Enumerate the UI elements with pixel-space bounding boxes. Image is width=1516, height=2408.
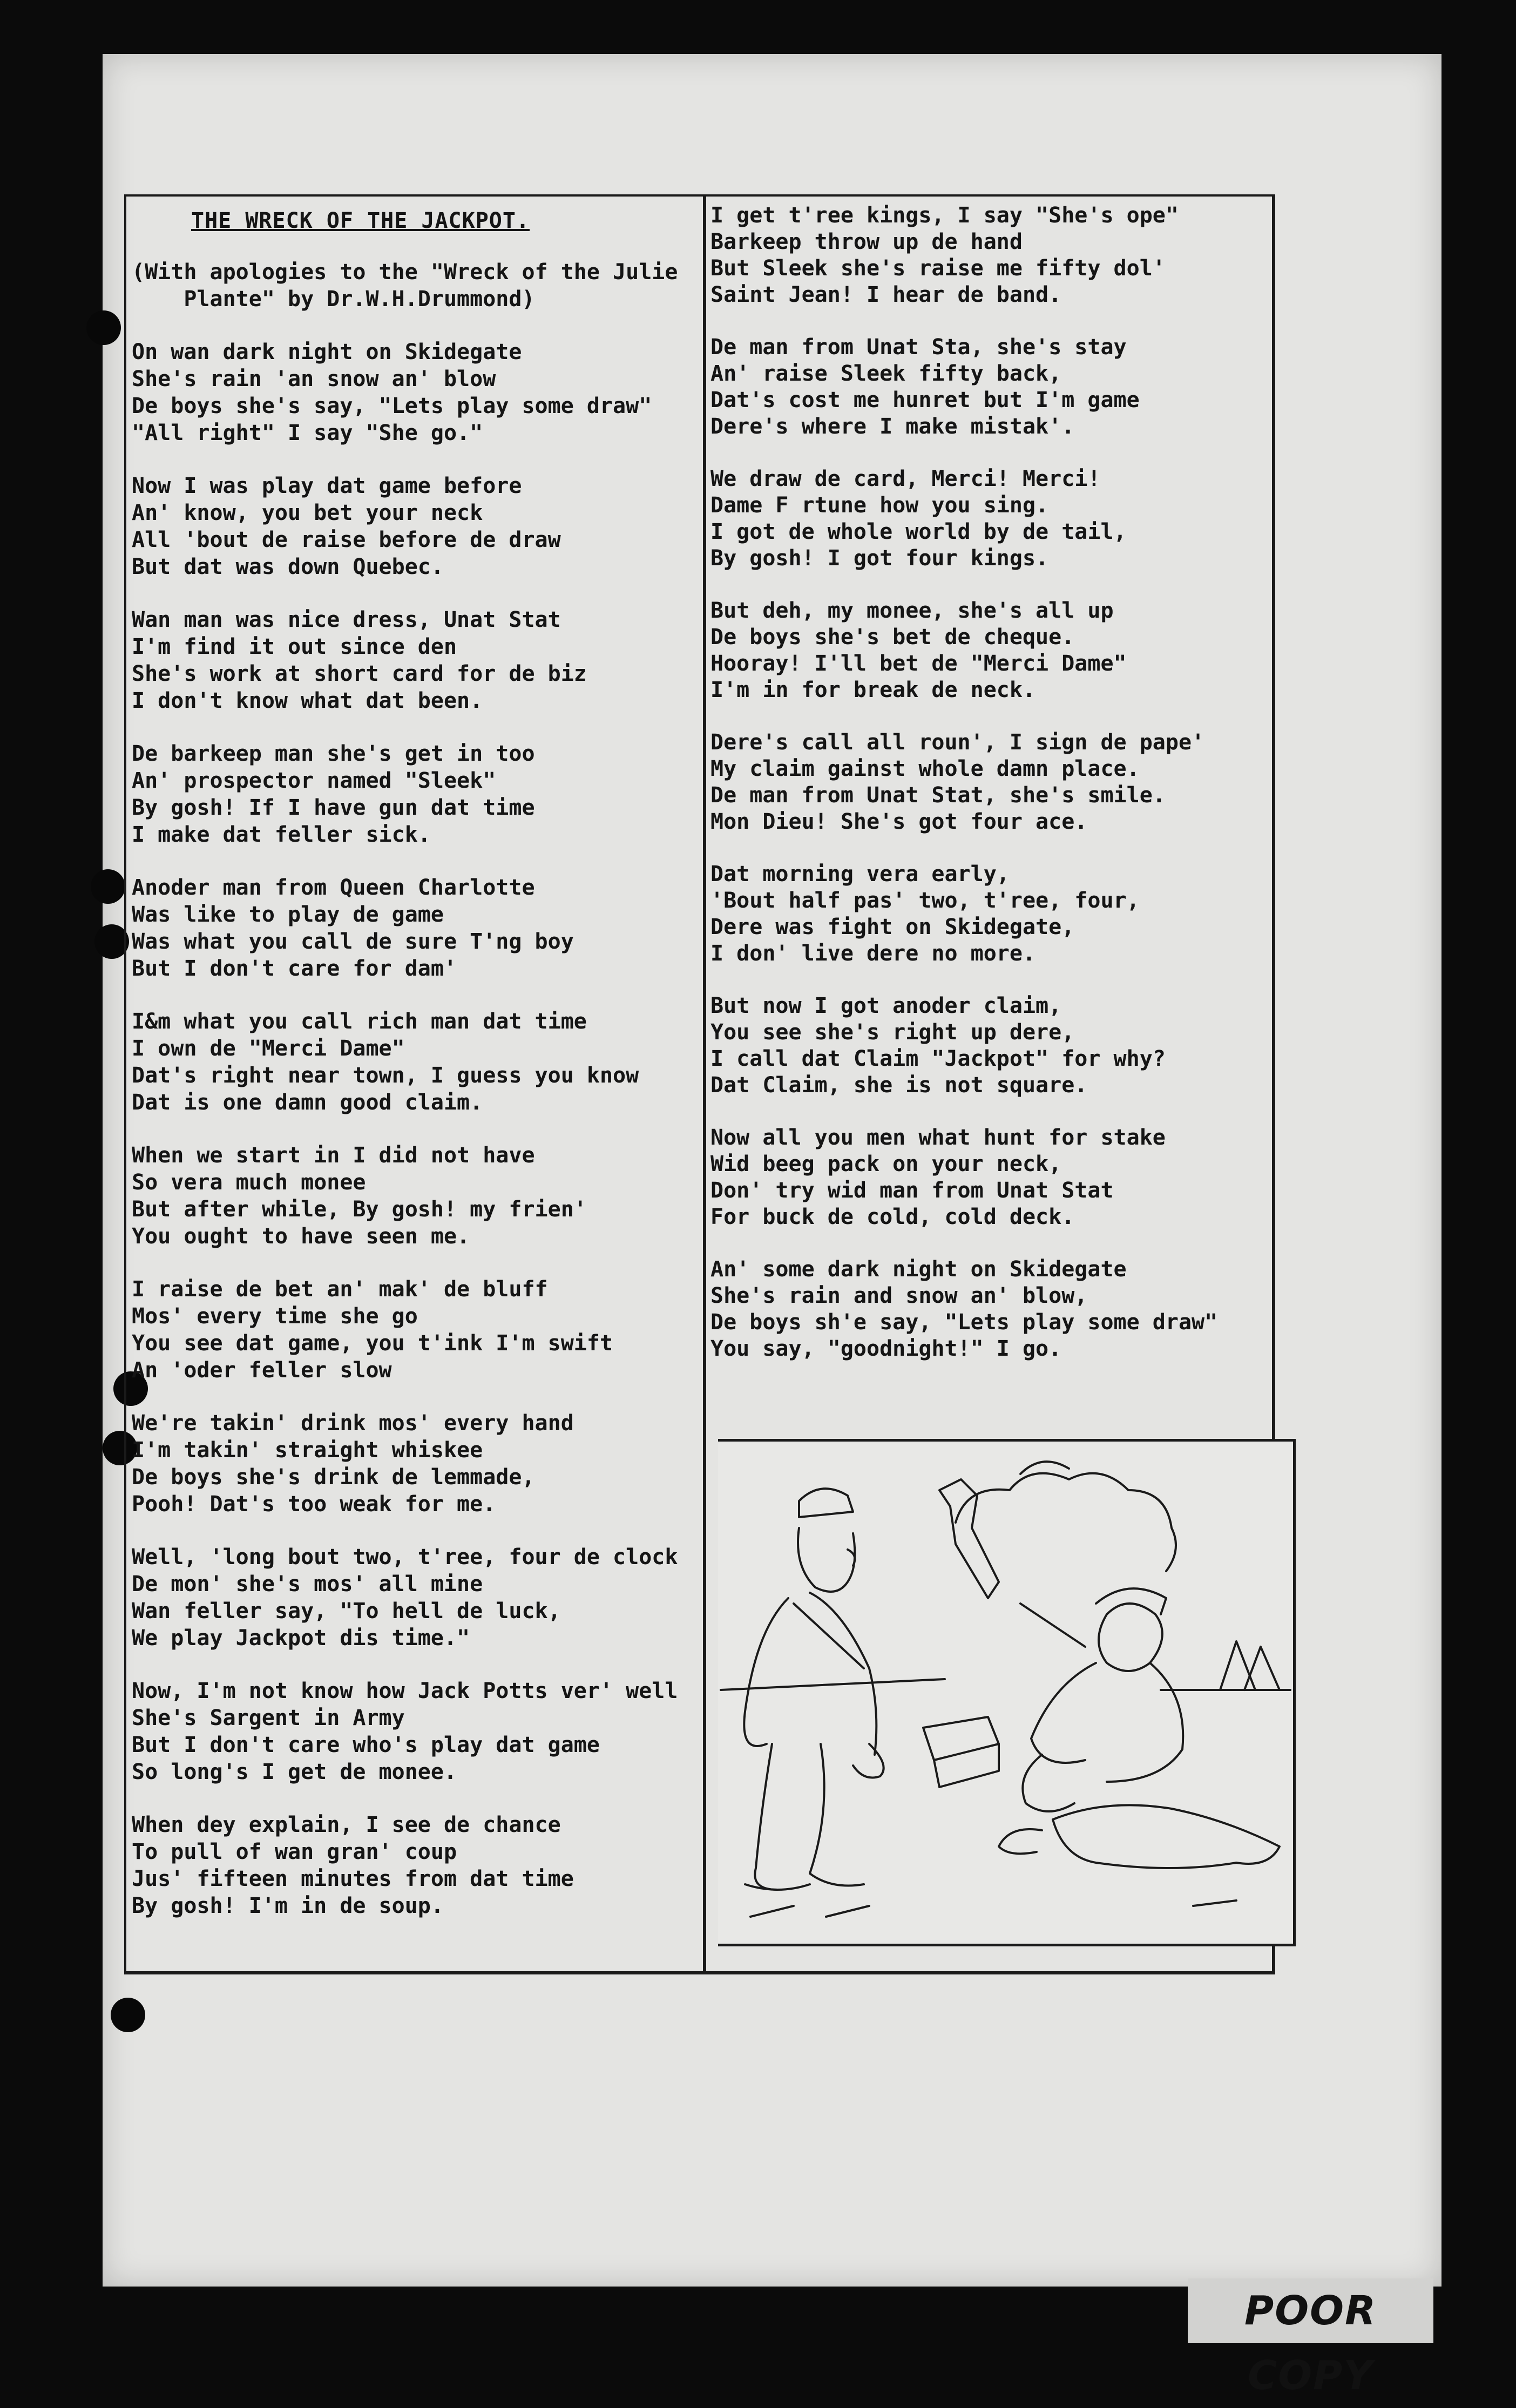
cartoon-drawing [718, 1442, 1293, 1944]
poem-line: All 'bout de raise before de draw [132, 527, 561, 552]
poem-line: You ought to have seen me. [132, 1224, 470, 1249]
poem-line: She's Sargent in Army [132, 1706, 405, 1730]
poem-line: Now, I'm not know how Jack Potts ver' well [132, 1679, 678, 1703]
poem-line: But dat was down Quebec. [132, 554, 444, 579]
poem-line: Now I was play dat game before [132, 474, 522, 498]
poem-line: Dame F rtune how you sing. [710, 493, 1049, 518]
binder-hole [91, 869, 125, 904]
poem-line: When we start in I did not have [132, 1143, 535, 1168]
poem-line: Dat's cost me hunret but I'm game [710, 388, 1140, 412]
poem-line: But now I got anoder claim, [710, 993, 1062, 1018]
poem-line: For buck de cold, cold deck. [710, 1205, 1075, 1229]
poem-line: De boys she's say, "Lets play some draw" [132, 394, 652, 418]
poem-line: I'm takin' straight whiskee [132, 1438, 483, 1463]
poem-line: We draw de card, Merci! Merci! [710, 466, 1101, 491]
poem-line: An' raise Sleek fifty back, [710, 361, 1062, 386]
poem-line: We're takin' drink mos' every hand [132, 1411, 574, 1436]
poem-line: I'm in for break de neck. [710, 678, 1036, 702]
poem-line: Barkeep throw up de hand [710, 229, 1023, 254]
poem-line: I make dat feller sick. [132, 822, 431, 847]
poem-line: She's rain and snow an' blow, [710, 1283, 1088, 1308]
poem-line: De boys she's bet de cheque. [710, 625, 1075, 650]
poem-line: So vera much monee [132, 1170, 366, 1195]
poem-line: When dey explain, I see de chance [132, 1812, 561, 1837]
left-column [132, 197, 703, 1918]
poem-line: But I don't care who's play dat game [132, 1733, 600, 1757]
poem-line: But Sleek she's raise me fifty dol' [710, 256, 1166, 281]
poor-copy-stamp: POOR COPY [1188, 2278, 1433, 2343]
poem-line: (With apologies to the "Wreck of the Julie [132, 260, 678, 285]
poem-line: But I don't care for dam' [132, 956, 457, 981]
poem-line: Wan feller say, "To hell de luck, [132, 1599, 561, 1624]
poem-line: Dere was fight on Skidegate, [710, 915, 1075, 939]
poem-line: 'Bout half pas' two, t'ree, four, [710, 888, 1140, 913]
binder-hole [111, 1998, 145, 2032]
poem-line: Hooray! I'll bet de "Merci Dame" [710, 651, 1127, 676]
poem-line: So long's I get de monee. [132, 1760, 457, 1784]
poem-line: An' know, you bet your neck [132, 500, 483, 525]
poem-line: Was what you call de sure T'ng boy [132, 929, 574, 954]
poem-line: De man from Unat Sta, she's stay [710, 335, 1127, 360]
poem-line: Anoder man from Queen Charlotte [132, 875, 535, 900]
poem-line: I don't know what dat been. [132, 688, 483, 713]
poem-line: I don' live dere no more. [710, 941, 1036, 966]
poem-line: You see dat game, you t'ink I'm swift [132, 1331, 613, 1356]
poem-line: My claim gainst whole damn place. [710, 756, 1140, 781]
poem-line: Jus' fifteen minutes from dat time [132, 1866, 574, 1891]
column-divider [703, 197, 706, 1971]
poem-line: Dat morning vera early, [710, 862, 1010, 887]
poem-line: "All right" I say "She go." [132, 421, 483, 445]
poem-line: On wan dark night on Skidegate [132, 340, 522, 364]
poem-line: De boys sh'e say, "Lets play some draw" [710, 1310, 1218, 1335]
poem-line: By gosh! I'm in de soup. [132, 1893, 444, 1918]
poem-line: I&m what you call rich man dat time [132, 1009, 587, 1034]
poem-line: Wan man was nice dress, Unat Stat [132, 607, 561, 632]
poem-line: De barkeep man she's get in too [132, 741, 535, 766]
poem-line: Plante" by Dr.W.H.Drummond) [132, 287, 535, 312]
poem-line: She's work at short card for de biz [132, 661, 587, 686]
poem-line: Mon Dieu! She's got four ace. [710, 809, 1088, 834]
poem-line: I raise de bet an' mak' de bluff [132, 1277, 548, 1302]
poem-line: Well, 'long bout two, t'ree, four de clock [132, 1545, 678, 1570]
poem-line: An' some dark night on Skidegate [710, 1257, 1127, 1282]
poem-line: You say, "goodnight!" I go. [710, 1336, 1062, 1361]
poem-line: Mos' every time she go [132, 1304, 418, 1329]
poem-line: To pull of wan gran' coup [132, 1839, 457, 1864]
poem-line: You see she's right up dere, [710, 1020, 1075, 1045]
poem-line: Dere's call all roun', I sign de pape' [710, 730, 1205, 755]
poem-line: Dat is one damn good claim. [132, 1090, 483, 1115]
poem-line: An' prospector named "Sleek" [132, 768, 496, 793]
poem-line: Saint Jean! I hear de band. [710, 282, 1062, 307]
poem-line: Dere's where I make mistak'. [710, 414, 1075, 439]
poem-line: But deh, my monee, she's all up [710, 598, 1114, 623]
poem-line: We play Jackpot dis time." [132, 1626, 470, 1651]
poem-line: Dat's right near town, I guess you know [132, 1063, 639, 1088]
poem-title: THE WRECK OF THE JACKPOT. [191, 208, 530, 233]
cartoon-illustration [718, 1439, 1296, 1946]
poem-line: By gosh! If I have gun dat time [132, 795, 535, 820]
poem-line: I'm find it out since den [132, 634, 457, 659]
poem-line: De boys she's drink de lemmade, [132, 1465, 535, 1490]
poem-line: Was like to play de game [132, 902, 444, 927]
poem-line: But after while, By gosh! my frien' [132, 1197, 587, 1222]
poem-line: Don' try wid man from Unat Stat [710, 1178, 1114, 1203]
poem-line: De mon' she's mos' all mine [132, 1572, 483, 1597]
poem-line: I get t'ree kings, I say "She's ope" [710, 203, 1179, 228]
binder-hole [86, 310, 121, 345]
poem-line: Wid beeg pack on your neck, [710, 1152, 1062, 1176]
poem-line: Dat Claim, she is not square. [710, 1073, 1088, 1098]
poem-line: Now all you men what hunt for stake [710, 1125, 1166, 1150]
poem-line: I got de whole world by de tail, [710, 519, 1127, 544]
poem-line: I call dat Claim "Jackpot" for why? [710, 1046, 1166, 1071]
poem-line: An 'oder feller slow [132, 1358, 392, 1383]
poem-line: De man from Unat Stat, she's smile. [710, 783, 1166, 808]
poem-line: She's rain 'an snow an' blow [132, 367, 496, 391]
poem-line: By gosh! I got four kings. [710, 546, 1049, 571]
poem-line: Pooh! Dat's too weak for me. [132, 1492, 496, 1517]
poem-line: I own de "Merci Dame" [132, 1036, 405, 1061]
